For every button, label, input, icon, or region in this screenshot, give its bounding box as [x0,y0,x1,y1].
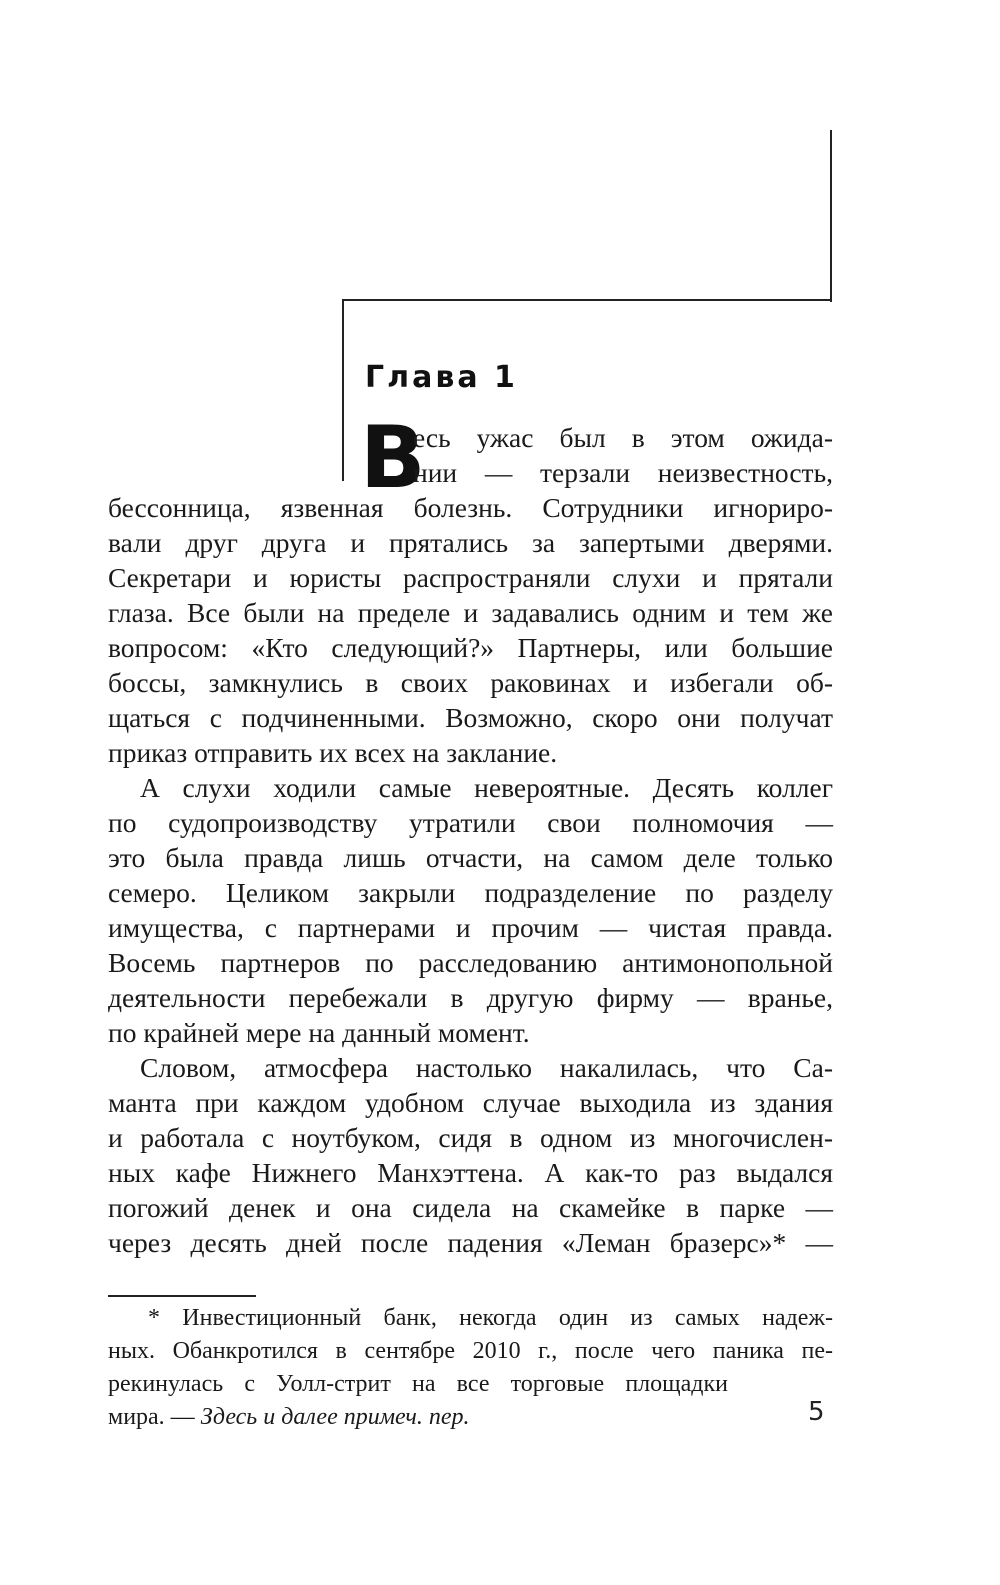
footnote [108,1302,833,1434]
chapter-frame-horizontal-line [342,299,832,301]
text-line: ных кафе Нижнего Манхэттена. А как-то раз выдался [108,1157,833,1188]
footnote-line: * Инвестиционный банк, некогда один из самых надеж- [148,1305,833,1331]
chapter-title: Глава 1 [365,360,518,395]
footnote-plain-text: мира. — [108,1404,201,1430]
body-text [108,408,833,1260]
footnote-separator [108,1295,256,1297]
text-line: по крайней мере на данный момент. [108,1017,530,1048]
text-line: имущества, с партнерами и прочим — чистая правда. [108,912,833,943]
text-line: есь ужас был в этом ожида- [413,422,833,453]
text-line: вопросом: «Кто следующий?» Партнеры, или большие [108,632,833,663]
footnote-line: рекинулась с Уолл-стрит на все торговые площадки [108,1371,728,1397]
text-line: глаза. Все были на пределе и задавались одним и тем же [108,597,833,628]
text-line: и работала с ноутбуком, сидя в одном из многочислен- [108,1122,833,1153]
footnote-line: ных. Обанкротился в сентябре 2010 г., после чего паника пе- [108,1338,833,1364]
text-line: вали друг друга и прятались за запертыми дверями. [108,527,833,558]
footnote-line-last [108,1401,833,1434]
text-line: щаться с подчиненными. Возможно, скоро они получат [108,702,833,733]
text-line: деятельности перебежали в другую фирму — вранье, [108,982,833,1013]
chapter-frame-vertical-line [830,130,832,302]
text-line: нии — терзали неизвестность, [413,457,833,488]
text-line: семеро. Целиком закрыли подразделение по разделу [108,877,833,908]
text-line: Словом, атмосфера настолько накалилась, что Са- [140,1052,833,1083]
page-number: 5 [808,1397,825,1427]
text-line: по судопроизводству утратили свои полномочия — [108,807,833,838]
text-line: это была правда лишь отчасти, на самом деле только [108,842,833,873]
footnote-italic-note: Здесь и далее примеч. пер. [200,1404,470,1430]
text-line: Восемь партнеров по расследованию антимонопольной [108,947,833,978]
text-line: через десять дней после падения «Леман бразерс»* — [108,1227,833,1258]
text-line: манта при каждом удобном случае выходила из здания [108,1087,833,1118]
text-line: приказ отправить их всех на заклание. [108,737,558,768]
text-line: бессонница, язвенная болезнь. Сотрудники игнориро- [108,492,833,523]
drop-cap: В [360,408,426,508]
text-line: погожий денек и она сидела на скамейке в парке — [108,1192,833,1223]
text-line: боссы, замкнулись в своих раковинах и избегали об- [108,667,833,698]
text-line: А слухи ходили самые невероятные. Десять коллег [140,772,833,803]
text-line: Секретари и юристы распространяли слухи и прятали [108,562,833,593]
